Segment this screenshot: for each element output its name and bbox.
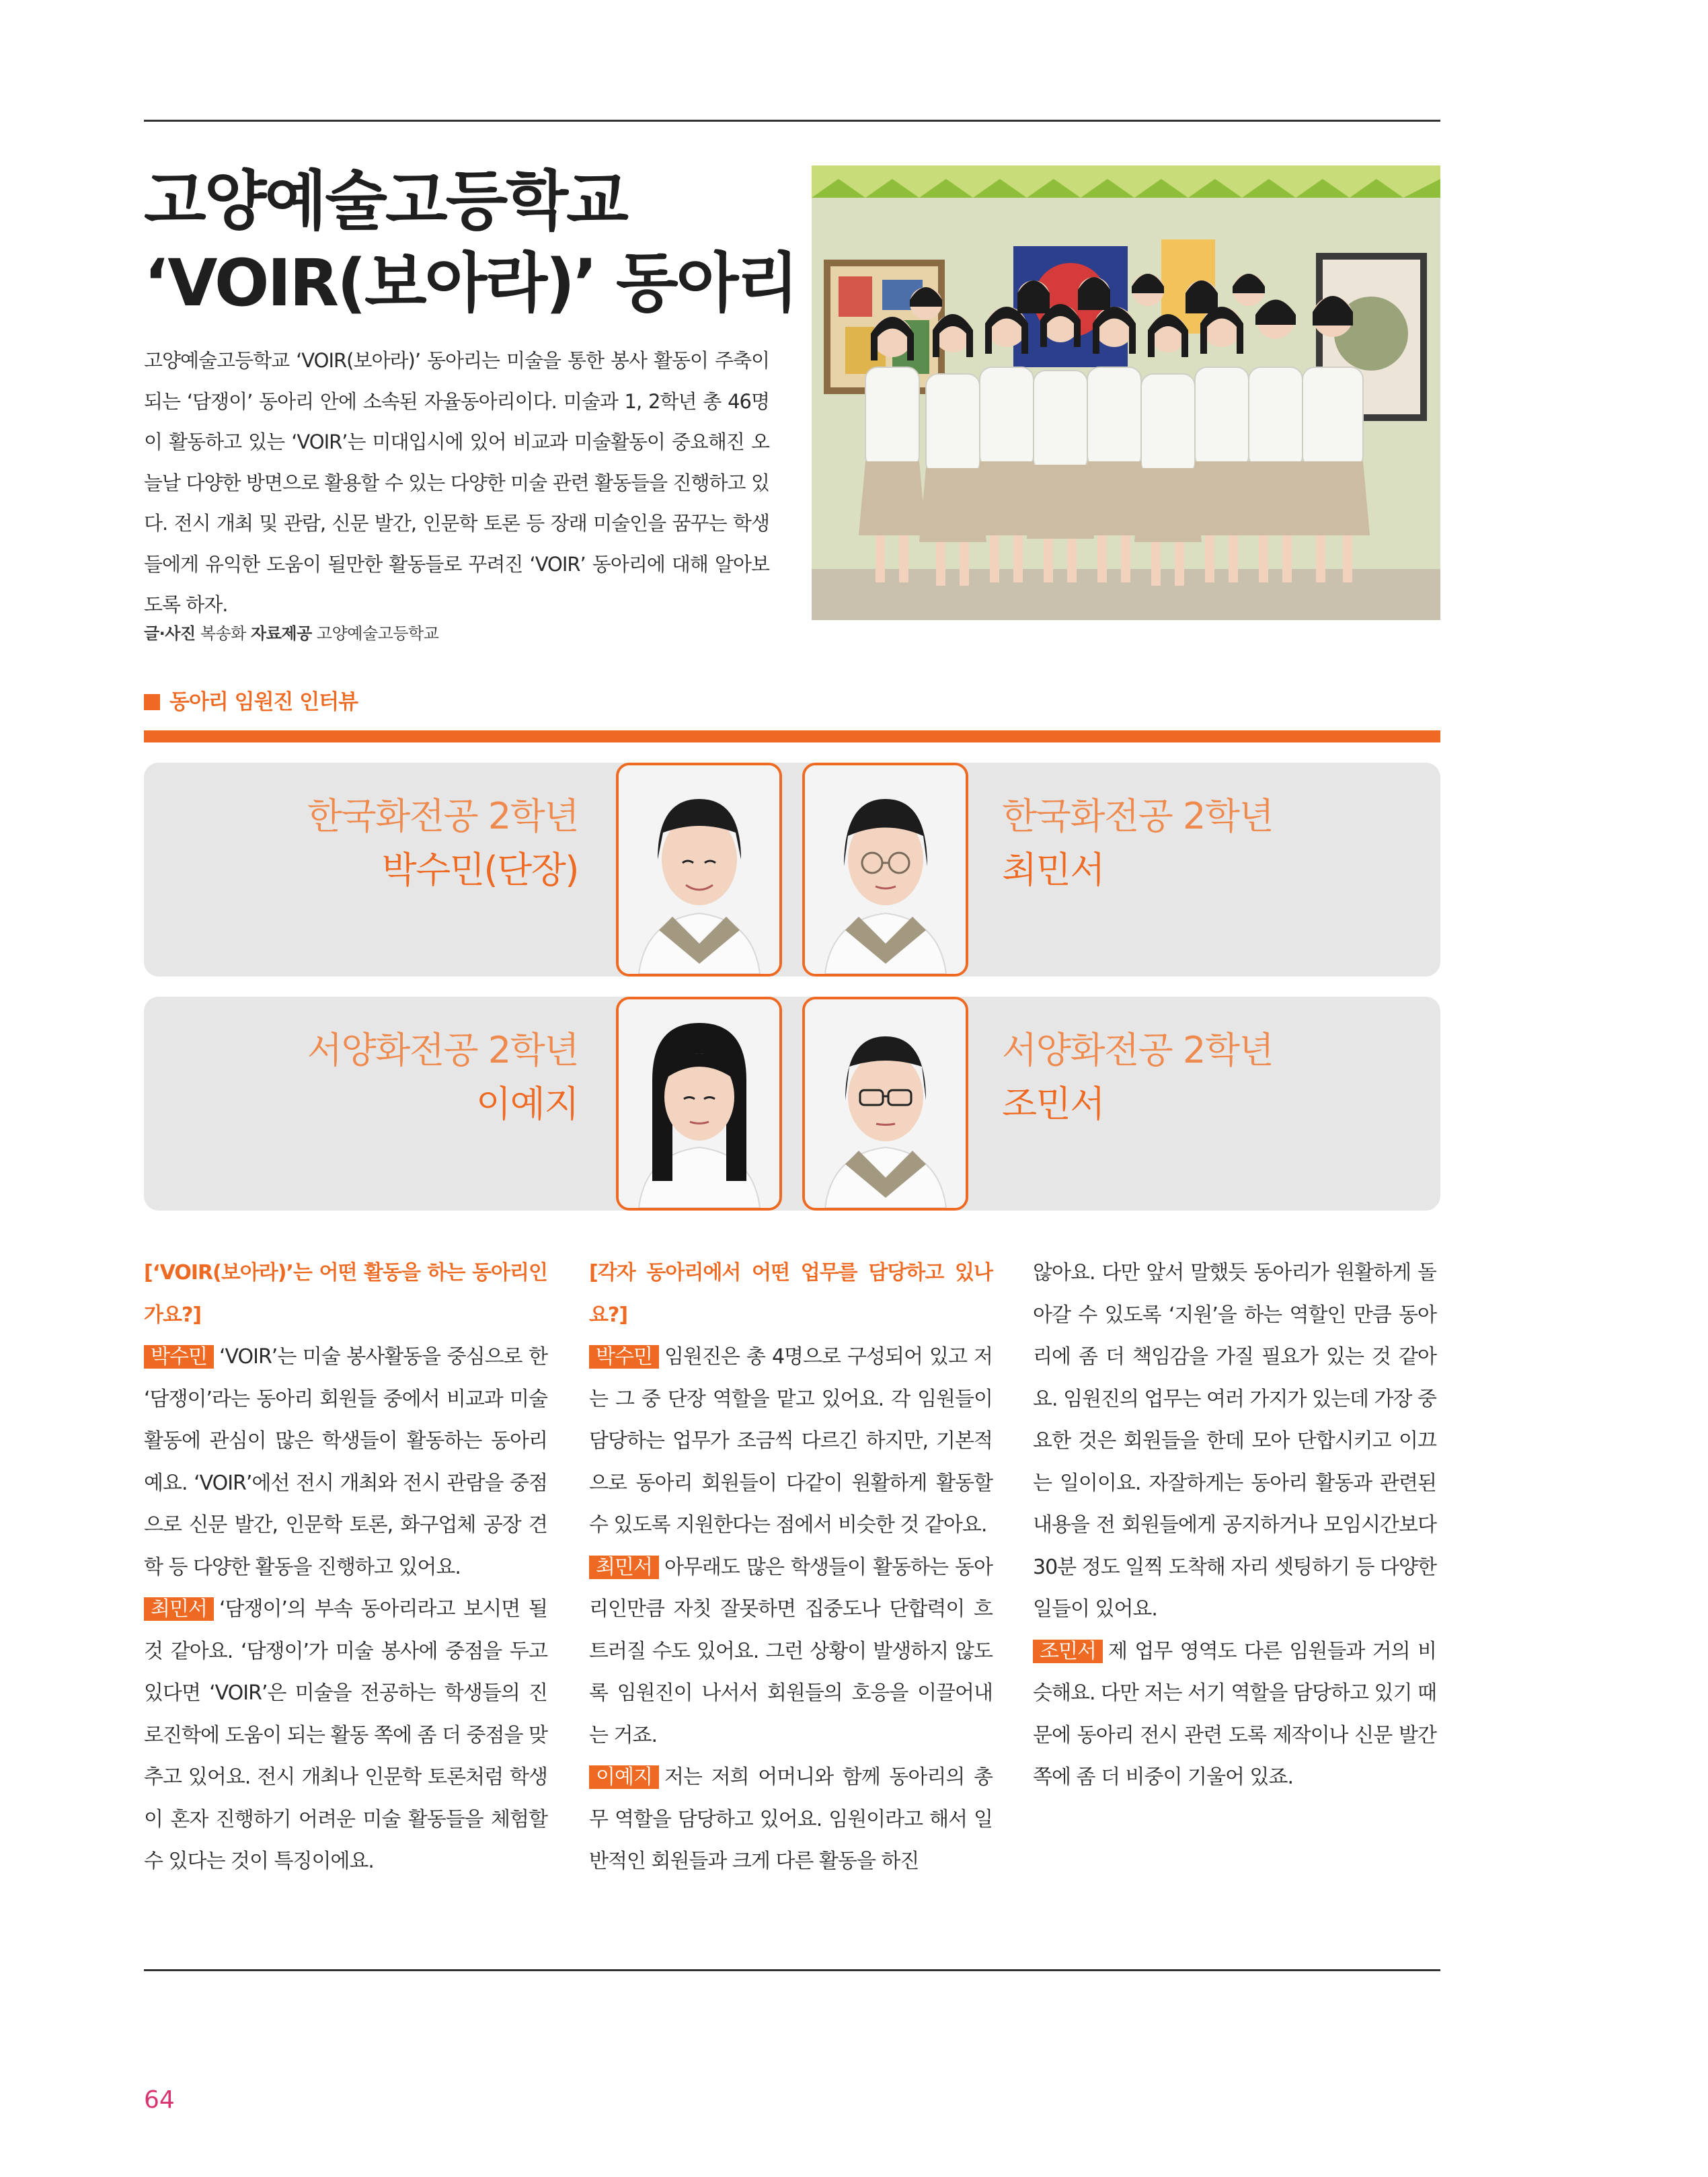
article-title bbox=[144, 160, 816, 324]
portrait-photo-4 bbox=[802, 997, 968, 1211]
speaker-tag: 박수민 bbox=[144, 1345, 214, 1369]
member-info-2 bbox=[1002, 790, 1273, 897]
page-number: 64 bbox=[144, 2086, 175, 2114]
group-photo-image bbox=[812, 165, 1440, 620]
portrait-photo-2 bbox=[802, 763, 968, 977]
answer-text: ‘VOIR’는 미술 봉사활동을 중심으로 한 ‘담쟁이’라는 동아리 회원들 중에서 비교과 미술활동에 관심이 많은 학생들이 활동하는 동아리예요. ‘VOIR’에선 전시 개최와 전시 관람을 중점으로 신문 발간, 인문학 토론, 화구업체 공장 견학 등 다양한 활동을 진행하고 있어요. bbox=[144, 1345, 547, 1579]
interview-answer bbox=[144, 1336, 547, 1589]
interview-answer bbox=[589, 1757, 993, 1883]
speaker-tag: 박수민 bbox=[589, 1345, 659, 1369]
member-name: 이예지 bbox=[476, 1083, 578, 1125]
speaker-tag: 최민서 bbox=[144, 1597, 214, 1621]
credit-value-2: 고양예술고등학교 bbox=[316, 624, 439, 643]
answer-text: 임원진은 총 4명으로 구성되어 있고 저는 그 중 단장 역할을 맡고 있어요. 각 임원들이 담당하는 업무가 조금씩 다르긴 하지만, 기본적으로 동아리 회원들이 다같이 원활하게 활동할 수 있도록 지원한다는 점에서 비슷한 것 같아요. bbox=[589, 1345, 993, 1537]
portrait-image bbox=[805, 999, 966, 1208]
section-heading bbox=[144, 685, 358, 715]
member-card-row-1 bbox=[144, 763, 1440, 977]
interview-question: [‘VOIR(보아라)’는 어떤 활동을 하는 동아리인가요?] bbox=[144, 1261, 547, 1327]
interview-answer bbox=[1033, 1631, 1436, 1799]
answer-text: 제 업무 영역도 다른 임원들과 거의 비슷해요. 다만 저는 서기 역할을 담당하고 있기 때문에 동아리 전시 관련 도록 제작이나 신문 발간 쪽에 좀 더 비중이 기울어 있죠. bbox=[1033, 1639, 1436, 1789]
member-info-3 bbox=[307, 1024, 578, 1131]
square-bullet-icon bbox=[144, 694, 160, 710]
interview-answer bbox=[589, 1336, 993, 1547]
portrait-photo-1 bbox=[616, 763, 782, 977]
portrait-image bbox=[619, 999, 779, 1208]
credit-line bbox=[144, 620, 438, 644]
member-major: 한국화전공 2학년 bbox=[1002, 795, 1274, 837]
member-major: 한국화전공 2학년 bbox=[307, 795, 578, 837]
answer-text: 저는 저희 어머니와 함께 동아리의 총무 역할을 담당하고 있어요. 임원이라고 해서 일반적인 회원들과 크게 다른 활동을 하진 bbox=[589, 1765, 993, 1873]
speaker-tag: 이예지 bbox=[589, 1765, 659, 1789]
credit-label-2: 자료제공 bbox=[251, 624, 312, 643]
answer-text: 아무래도 많은 학생들이 활동하는 동아리인만큼 자칫 잘못하면 집중도나 단합력이 흐트러질 수도 있어요. 그런 상황이 발생하지 않도록 임원진이 나서서 회원들의 호응을 이끌어내는 거죠. bbox=[589, 1555, 993, 1747]
portrait-photo-3 bbox=[616, 997, 782, 1211]
portrait-image bbox=[619, 765, 779, 974]
answer-text: ‘담쟁이’의 부속 동아리라고 보시면 될 것 같아요. ‘담쟁이’가 미술 봉사에 중점을 두고 있다면 ‘VOIR’은 미술을 전공하는 학생들의 진로진학에 도움이 되는 활동 쪽에 좀 더 중점을 맞추고 있어요. 전시 개최나 인문학 토론처럼 학생이 혼자 진행하기 어려운 미술 활동들을 체험할 수 있다는 것이 특징이에요. bbox=[144, 1597, 547, 1873]
answer-continuation: 않아요. 다만 앞서 말했듯 동아리가 원활하게 돌아갈 수 있도록 ‘지원’을 하는 역할인 만큼 동아리에 좀 더 책임감을 가질 필요가 있는 것 같아요. 임원진의 업무는 여러 가지가 있는데 가장 중요한 것은 회원들을 한데 모아 단합시키고 이끄는 일이이요. 자잘하게는 동아리 활동과 관련된 내용을 전 회원들에게 공지하거나 모임시간보다 30분 정도 일찍 도착해 자리 셋팅하기 등 다양한 일들이 있어요. bbox=[1033, 1261, 1436, 1621]
credit-label-1: 글·사진 bbox=[144, 624, 196, 643]
interview-answer bbox=[589, 1547, 993, 1757]
speaker-tag: 조민서 bbox=[1033, 1640, 1103, 1663]
member-name: 박수민(단장) bbox=[381, 849, 578, 891]
intro-paragraph: 고양예술고등학교 ‘VOIR(보아라)’ 동아리는 미술을 통한 봉사 활동이 주축이 되는 ‘담쟁이’ 동아리 안에 소속된 자율동아리이다. 미술과 1, 2학년 총 46명이 활동하고 있는 ‘VOIR’는 미대입시에 있어 비교과 미술활동이 중요해진 오늘날 다양한 방면으로 활용할 수 있는 다양한 미술 관련 활동들을 진행하고 있다. 전시 개최 및 관람, 신문 발간, 인문학 토론 등 장래 미술인을 꿈꾸는 학생들에게 유익한 도움이 될만한 활동들로 꾸려진 ‘VOIR’ 동아리에 대해 알아보도록 하자. bbox=[144, 349, 769, 616]
member-major: 서양화전공 2학년 bbox=[1002, 1029, 1274, 1071]
member-name: 조민서 bbox=[1002, 1083, 1104, 1125]
portrait-image bbox=[805, 765, 966, 974]
credit-value-1: 복송화 bbox=[200, 624, 246, 643]
speaker-tag: 최민서 bbox=[589, 1556, 659, 1579]
member-name: 최민서 bbox=[1002, 849, 1104, 891]
section-divider-bar bbox=[144, 730, 1440, 742]
group-photo bbox=[812, 165, 1440, 620]
top-rule bbox=[144, 120, 1440, 122]
interview-answer bbox=[144, 1589, 547, 1883]
member-card-row-2 bbox=[144, 997, 1440, 1211]
interview-column-3 bbox=[1033, 1252, 1436, 1799]
bottom-rule bbox=[144, 1969, 1440, 1971]
member-major: 서양화전공 2학년 bbox=[307, 1029, 578, 1071]
interview-question: [각자 동아리에서 어떤 업무를 담당하고 있나요?] bbox=[589, 1261, 993, 1327]
title-line-2: ‘VOIR(보아라)’ 동아리 bbox=[144, 245, 798, 321]
interview-column-1 bbox=[144, 1252, 547, 1883]
member-info-1 bbox=[307, 790, 578, 897]
title-line-1: 고양예술고등학교 bbox=[144, 163, 627, 239]
member-info-4 bbox=[1002, 1024, 1273, 1131]
section-heading-text: 동아리 임원진 인터뷰 bbox=[169, 690, 358, 714]
interview-column-2 bbox=[589, 1252, 993, 1883]
